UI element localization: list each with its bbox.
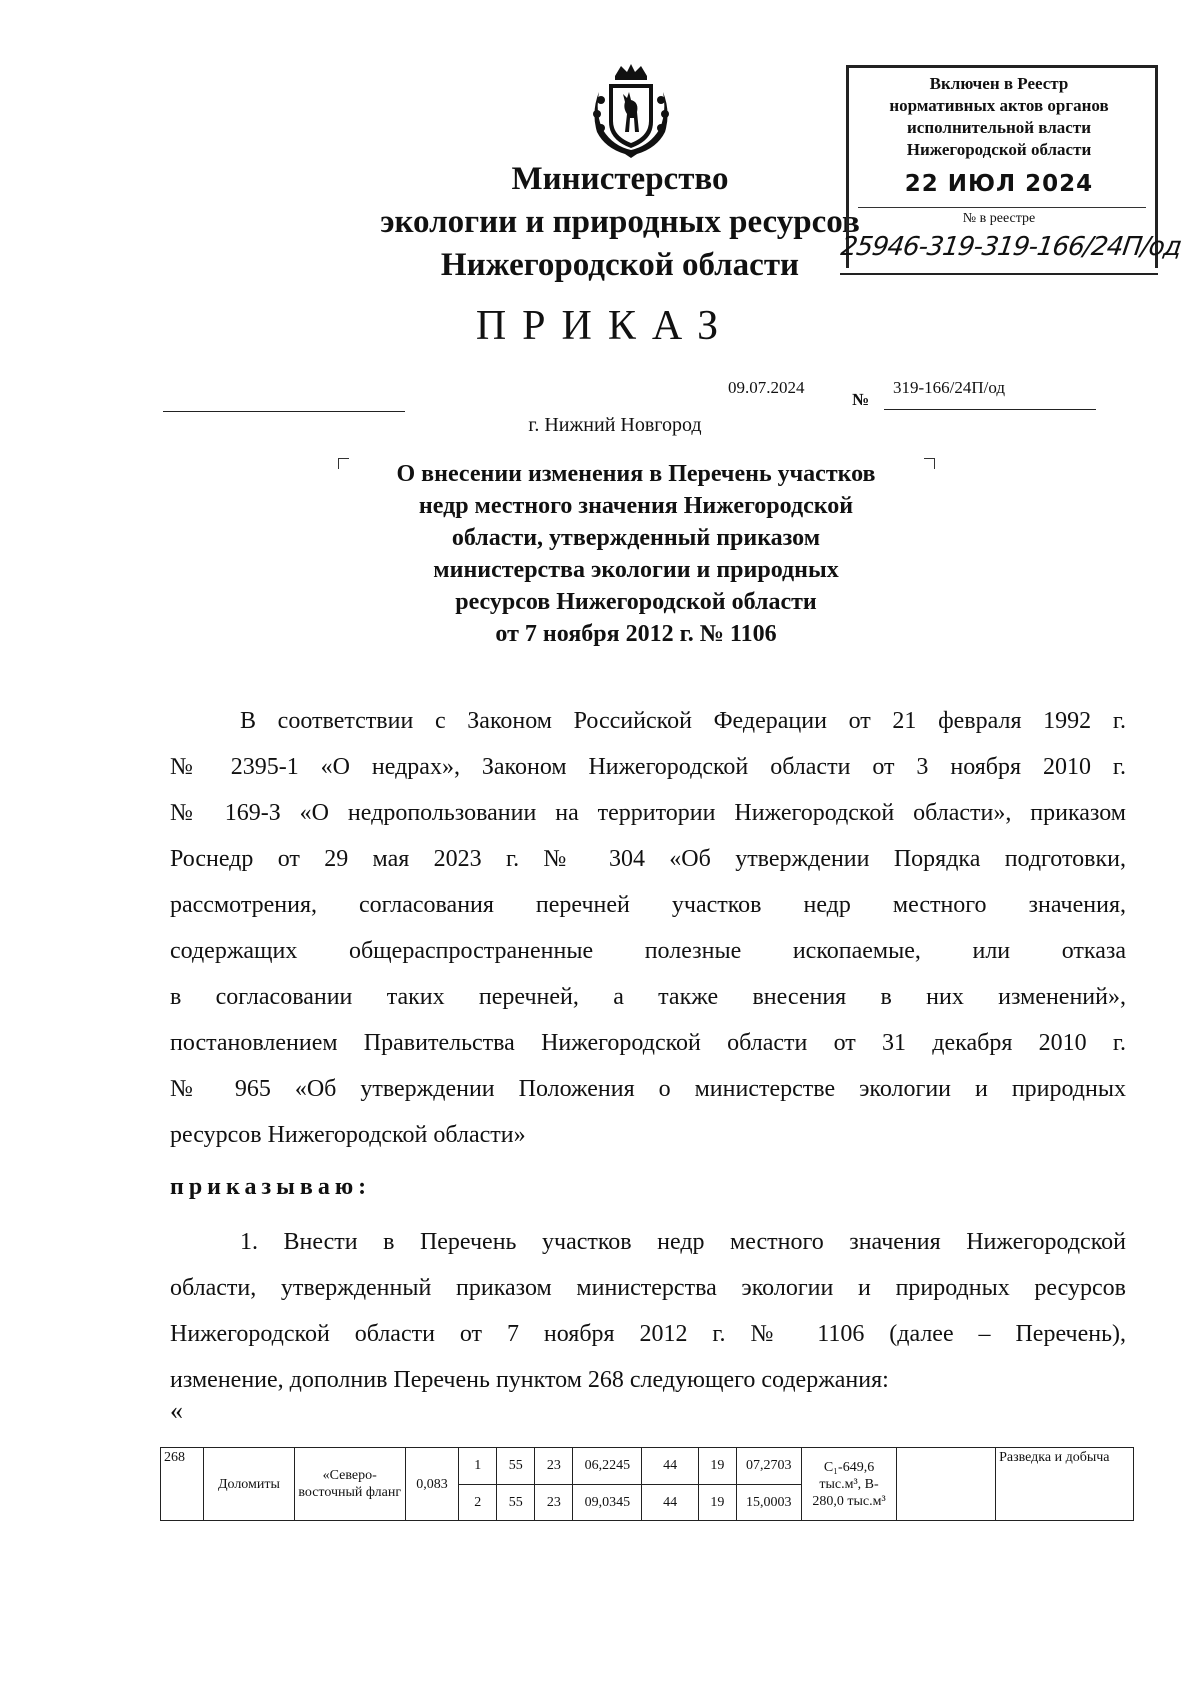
preamble-line: № 2395-1 «О недрах», Законом Нижегородской области от 3 ноября 2010 г. xyxy=(170,754,1126,780)
preamble-line: содержащих общераспространенные полезные ископаемые, или отказа xyxy=(170,938,1126,964)
preamble-line: В соответствии с Законом Российской Федерации от 21 февраля 1992 г. xyxy=(240,708,1126,734)
cell-mineral: Доломиты xyxy=(204,1448,295,1521)
title-line: ресурсов Нижегородской области xyxy=(455,589,817,615)
cell-lon-deg: 44 xyxy=(642,1484,699,1521)
cell-purpose: Разведка и добыча xyxy=(996,1448,1134,1521)
preamble-line: № 169-З «О недропользовании на территории Нижегородской области», приказом xyxy=(170,800,1126,826)
coat-of-arms-emblem xyxy=(585,62,677,160)
cell-resources: C₁-649,6 тыс.м³, B-280,0 тыс.м³ xyxy=(801,1448,897,1521)
date-underline xyxy=(163,411,405,412)
orders-word: приказываю: xyxy=(170,1174,372,1200)
preamble-line: постановлением Правительства Нижегородской области от 31 декабря 2010 г. xyxy=(170,1030,1126,1056)
item-1-paragraph xyxy=(170,1219,1126,1403)
stamp-line-2: нормативных актов органов xyxy=(889,96,1109,115)
city: г. Нижний Новгород xyxy=(528,414,702,436)
stamp-reg-label: № в реестре xyxy=(962,211,1036,226)
title-line: О внесении изменения в Перечень участков xyxy=(396,461,876,487)
preamble-paragraph xyxy=(170,698,1126,1158)
cell-point: 1 xyxy=(459,1448,497,1485)
order-number: 319-166/24П/од xyxy=(893,378,1006,397)
cell-lat-deg: 55 xyxy=(497,1484,535,1521)
stamp-date: 22 ИЮЛ 2024 xyxy=(904,171,1094,197)
stamp-caption xyxy=(854,73,1144,161)
item-line: области, утвержденный приказом министерства экологии и природных ресурсов xyxy=(170,1275,1126,1301)
item-line: изменение, дополнив Перечень пунктом 268 следующего содержания: xyxy=(170,1367,889,1393)
preamble-line: рассмотрения, согласования перечней участков недр местного значения, xyxy=(170,892,1126,918)
quote-open: « xyxy=(170,1396,183,1425)
preamble-line: Роснедр от 29 мая 2023 г. № 304 «Об утверждении Порядка подготовки, xyxy=(170,846,1126,872)
cell-blank xyxy=(897,1448,996,1521)
ministry-line-3: Нижегородской области xyxy=(440,247,800,283)
cell-lat-min: 23 xyxy=(535,1448,573,1485)
cell-lon-min: 19 xyxy=(698,1484,736,1521)
cell-area: 0,083 xyxy=(405,1448,458,1521)
stamp-underline xyxy=(840,273,1158,275)
cell-lon-sec: 15,0003 xyxy=(736,1484,801,1521)
cell-lon-deg: 44 xyxy=(642,1448,699,1485)
item-line: 1. Внести в Перечень участков недр местного значения Нижегородской xyxy=(240,1229,1126,1255)
sites-table xyxy=(160,1447,1134,1521)
stamp-line-1: Включен в Реестр xyxy=(929,74,1069,93)
number-underline xyxy=(884,409,1096,410)
cell-point: 2 xyxy=(459,1484,497,1521)
stamp-line-3: исполнительной власти xyxy=(907,118,1091,137)
ministry-line-2: экологии и природных ресурсов xyxy=(380,204,860,240)
cell-lat-deg: 55 xyxy=(497,1448,535,1485)
preamble-line: в согласовании таких перечней, а также внесения в них изменений», xyxy=(170,984,1126,1010)
document-title xyxy=(340,458,932,650)
ministry-name xyxy=(340,158,900,287)
order-date: 09.07.2024 xyxy=(728,378,805,397)
title-line: министерства экологии и природных xyxy=(433,557,839,583)
cell-lat-sec: 06,2245 xyxy=(573,1448,642,1485)
ministry-line-1: Министерство xyxy=(511,161,729,197)
cell-lon-sec: 07,2703 xyxy=(736,1448,801,1485)
cell-site: «Северо-восточный фланг xyxy=(294,1448,405,1521)
registry-stamp xyxy=(838,65,1183,275)
preamble-line: № 965 «Об утверждении Положения о министерстве экологии и природных xyxy=(170,1076,1126,1102)
stamp-line-4: Нижегородской области xyxy=(906,140,1092,159)
table-row xyxy=(161,1448,1134,1485)
number-sign: № xyxy=(852,390,870,409)
cell-lon-min: 19 xyxy=(698,1448,736,1485)
stamp-divider xyxy=(858,207,1146,208)
cell-lat-min: 23 xyxy=(535,1484,573,1521)
item-line: Нижегородской области от 7 ноября 2012 г. № 1106 (далее – Перечень), xyxy=(170,1321,1126,1347)
stamp-reg-number: 25946-319-319-166/24П/од xyxy=(838,232,1183,262)
cell-lat-sec: 09,0345 xyxy=(573,1484,642,1521)
title-line: от 7 ноября 2012 г. № 1106 xyxy=(495,621,777,647)
title-line: области, утвержденный приказом xyxy=(451,525,821,551)
cell-num: 268 xyxy=(161,1448,204,1521)
title-line: недр местного значения Нижегородской xyxy=(418,493,854,519)
preamble-line: ресурсов Нижегородской области» xyxy=(170,1122,526,1148)
doc-type-heading: ПРИКАЗ xyxy=(475,303,735,349)
